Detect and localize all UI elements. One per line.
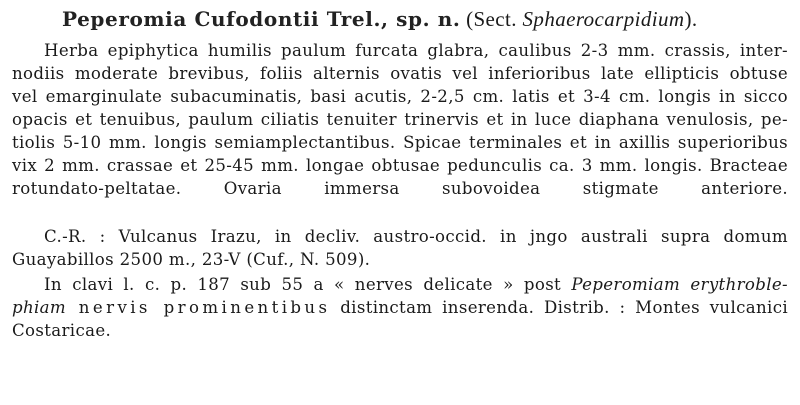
description-line-6: vix 2 mm. crassae et 25-45 mm. longae obtusae pedunculis ca. 3 mm. longis. Bracteae [12, 156, 788, 175]
key-note-spaced-phrase: nervis prominentibus [66, 298, 331, 317]
description-line-1: Herba epiphytica humilis paulum furcata glabra, caulibus 2-3 mm. crassis, inter- [44, 41, 788, 60]
key-note-line-1 [44, 274, 788, 296]
key-note-prefix: In clavi l. c. p. 187 sub 55 a « nerves delicate » post [44, 275, 572, 294]
key-note-species-part1: Peperomiam erythroble- [571, 275, 788, 294]
key-note-species-part2: phiam [12, 298, 66, 317]
section-suffix: ). [684, 7, 698, 31]
section-prefix: (Sect. [460, 7, 523, 31]
locality-line-1: C.-R. : Vulcanus Irazu, in decliv. austro-occid. in jngo australi supra domum [44, 227, 788, 246]
key-note-line-2 [12, 297, 788, 319]
description-line-4: opacis et tenuibus, paulum ciliatis tenuiter trinervis et in luce diaphana venulosis, pe- [12, 110, 788, 129]
species-name: Peperomia Cufodontii Trel., sp. n. [62, 7, 461, 31]
section-name: Sphaerocarpidium [522, 7, 685, 31]
description-line-2: nodiis moderate brevibus, foliis alternis ovatis vel inferioribus late ellipticis obtuse [12, 64, 788, 83]
description-line-3: vel emarginulate subacuminatis, basi acutis, 2-2,5 cm. latis et 3-4 cm. longis in sicco [12, 87, 788, 106]
description-line-5: tiolis 5-10 mm. longis semiamplectantibus. Spicae terminales et in axillis superioribus [12, 133, 788, 152]
key-note-distribution: distinctam inserenda. Distrib. : Montes vulcanici [330, 298, 788, 317]
description-line-7: rotundato-peltatae. Ovaria immersa subovoidea stigmate anteriore. [12, 179, 788, 198]
key-note-line-3: Costaricae. [12, 321, 112, 340]
species-heading [62, 4, 788, 34]
locality-line-2: Guayabillos 2500 m., 23-V (Cuf., N. 509). [12, 250, 371, 269]
